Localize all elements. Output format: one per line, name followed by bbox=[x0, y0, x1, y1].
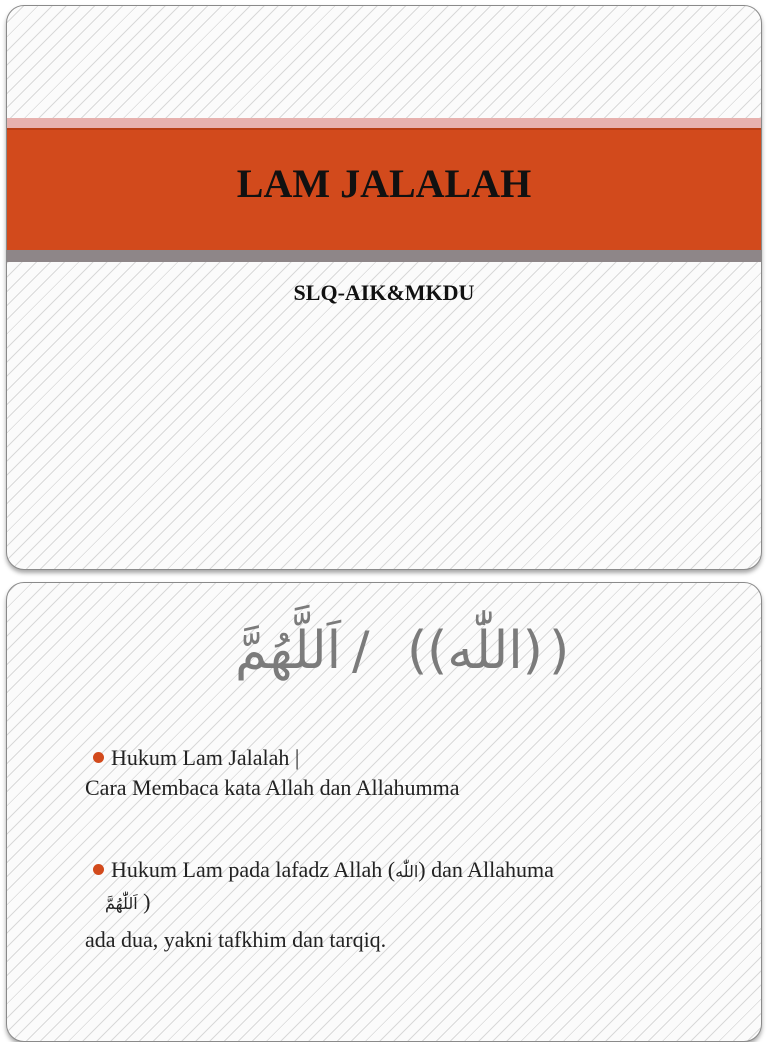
heading-paren-open: ( bbox=[407, 621, 428, 681]
bullet-2-paren-close: ) bbox=[143, 889, 151, 914]
arabic-allahumma: اَللَّهُمَّ bbox=[235, 621, 342, 681]
title-band bbox=[7, 128, 761, 250]
bullet-icon bbox=[93, 752, 104, 763]
bullet-2-line2 bbox=[85, 887, 725, 919]
arabic-heading bbox=[7, 621, 761, 701]
arabic-allahuma-inline: اَللّٰهُمَّ bbox=[105, 894, 138, 913]
bullet-1-line1: Hukum Lam Jalalah | bbox=[111, 745, 300, 770]
bullet-icon bbox=[93, 864, 104, 875]
bullet-block-1 bbox=[85, 743, 725, 803]
accent-band-top bbox=[7, 118, 761, 128]
bullet-2-prefix: Hukum Lam pada lafadz Allah ( bbox=[111, 857, 396, 882]
slide-subtitle: SLQ-AIK&MKDU bbox=[293, 280, 475, 305]
bullet-1-line2: Cara Membaca kata Allah dan Allahumma bbox=[85, 775, 460, 800]
bullet-block-2 bbox=[85, 855, 725, 955]
heading-slash: / bbox=[352, 621, 370, 681]
bullet-2-mid: ) dan Allahuma bbox=[418, 857, 554, 882]
list-item bbox=[87, 855, 727, 887]
accent-band-bottom bbox=[7, 250, 761, 262]
slide-title bbox=[6, 5, 762, 570]
heading-paren-close: ) bbox=[549, 621, 570, 681]
list-item bbox=[87, 743, 727, 773]
slide-content bbox=[6, 582, 762, 1042]
arabic-allah-inline: اللّٰه bbox=[395, 862, 419, 881]
slide-title-text: LAM JALALAH bbox=[236, 161, 532, 206]
bullet-2-line3: ada dua, yakni tafkhim dan tarqiq. bbox=[85, 927, 387, 952]
arabic-allah: (اللّٰه) bbox=[427, 621, 543, 681]
